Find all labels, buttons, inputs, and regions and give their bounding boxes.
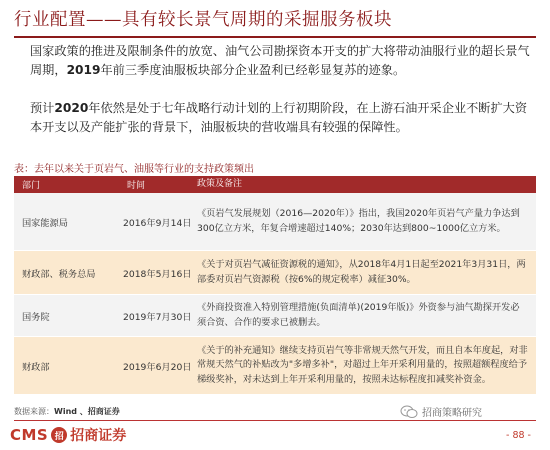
cell-policy: 《关于的补充通知》继续支持页岩气等非常规天然气开发，而且自本年度起，对非常规天然气的补贴改为"多增多补"，对超过上年开采利用量的，按照超额程度给予梯级奖补，对未达到上年开采利用量的，按照未达标程度扣减奖补资金。 — [197, 344, 528, 385]
title-divider — [14, 36, 536, 38]
paragraph-1-year: 2019 — [66, 63, 101, 77]
table-row — [14, 193, 536, 251]
policy-table — [14, 176, 536, 395]
page-title: 行业配置——具有较长景气周期的采掘服务板块 — [14, 10, 392, 30]
header-date: 时间 — [127, 181, 146, 191]
data-source — [14, 406, 120, 417]
logo-name: 招商证券 — [70, 428, 127, 444]
cell-dept: 国家能源局 — [22, 217, 68, 229]
paragraph-2-post: 年依然是处于七年战略行动计划的上行初期阶段，在上游石油开采企业不断扩大资本开支以及产能扩张的背景下，油服板块的营收端具有较强的保障性。 — [30, 101, 528, 134]
cell-policy: 《页岩气发展规划（2016—2020年）》指出，我国2020年页岩气产量力争达到300亿立方米，年复合增速超过140%；2030年达到800~1000亿立方米。 — [197, 208, 520, 234]
logo-badge-icon: 招 — [51, 427, 67, 443]
wechat-watermark — [400, 404, 482, 419]
page-number: - 88 - — [506, 430, 531, 441]
paragraph-1 — [30, 42, 535, 80]
paragraph-1-pre: 国家政策的推进及限制条件的放宽、油气公司勘探资本开支的扩大将带动油服行业的超长景气周期， — [30, 44, 530, 77]
brand-logo — [10, 423, 126, 447]
cell-date: 2019年6月20日 — [123, 361, 192, 373]
paragraph-2 — [30, 99, 535, 137]
paragraph-2-year: 2020 — [54, 101, 89, 115]
source-label: 数据来源： — [14, 407, 54, 416]
header-dept: 部门 — [22, 181, 41, 191]
table-row — [14, 251, 536, 295]
wechat-icon — [400, 405, 418, 419]
cell-date: 2019年7月30日 — [123, 311, 192, 323]
cell-date: 2016年9月14日 — [123, 217, 192, 229]
paragraph-2-pre: 预计 — [30, 101, 55, 115]
cell-dept: 国务院 — [22, 311, 50, 323]
cell-dept: 财政部、税务总局 — [22, 268, 96, 280]
table-row — [14, 295, 536, 337]
cell-date: 2018年5月16日 — [123, 268, 192, 280]
source-items: Wind 、招商证券 — [54, 407, 120, 416]
logo-cms: CMS — [10, 426, 49, 444]
cell-policy: 《关于对页岩气减征资源税的通知》，从2018年4月1日起至2021年3月31日，两部委对页岩气资源税（按6%的规定税率）减征30%。 — [197, 259, 526, 285]
table-caption: 表：去年以来关于页岩气、油服等行业的支持政策频出 — [14, 164, 254, 175]
cell-dept: 财政部 — [22, 361, 50, 373]
cell-policy: 《外商投资准入特别管理措施(负面清单)(2019年版)》外资参与油气勘探开发必须合资、合作的要求已被删去。 — [197, 302, 520, 328]
table-row — [14, 337, 536, 395]
paragraph-1-post: 年前三季度油服板块部分企业盈利已经彰显复苏的迹象。 — [100, 63, 406, 77]
table-header — [14, 176, 536, 193]
footer-divider — [14, 420, 536, 421]
header-policy: 政策及备注 — [197, 179, 243, 190]
wechat-label: 招商策略研究 — [422, 408, 482, 419]
